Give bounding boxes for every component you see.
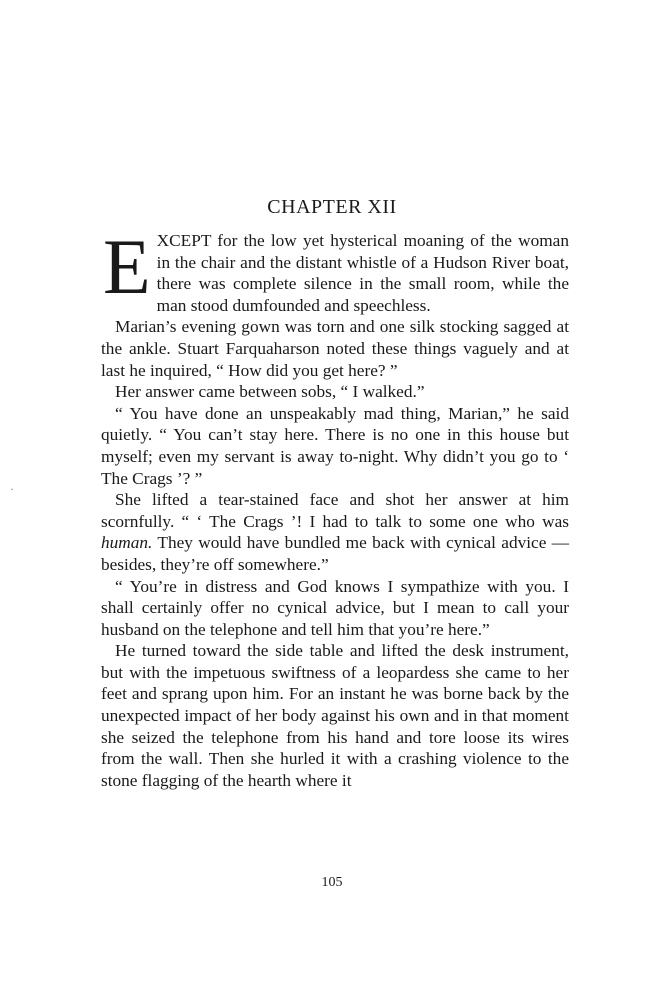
paragraph-text: XCEPT for the low yet hysterical moaning of the woman in the chair and the distant whistle of a Hudson River boat, there was complete silence in the small room, while the man stood dumfounded and speechless. [156, 231, 569, 315]
paragraph [101, 223, 569, 316]
body-text [101, 223, 569, 791]
drop-cap: E [103, 223, 151, 310]
paragraph-text: They would have bundled me back with cynical advice — besides, they’re off somewhere.” [101, 533, 569, 574]
paragraph: “ You’re in distress and God knows I sympathize with you. I shall certainly offer no cynical advice, but I mean to call your husband on the telephone and tell him that you’re here.” [101, 576, 569, 639]
paragraph: “ You have done an unspeakably mad thing, Marian,” he said quietly. “ You can’t stay here. There is no one in this house but myself; even my servant is away to-night. Why didn’t you go to ‘ The Crags ’? ” [101, 403, 569, 488]
paragraph: He turned toward the side table and lifted the desk instrument, but with the impetuous swiftness of a leopardess she came to her feet and sprang upon him. For an instant he was borne back by the unexpected impact of her body against his own and in that moment she seized the telephone from his hand and tore loose its wires from the wall. Then she hurled it with a crashing violence to the stone flagging of the hearth where it [101, 641, 569, 790]
paragraph-text: She lifted a tear-stained face and shot her answer at him scornfully. “ ‘ The Crags ’! I had to talk to some one who was [101, 490, 569, 531]
paragraph: Marian’s evening gown was torn and one silk stocking sagged at the ankle. Stuart Farquaharson noted these things vaguely and at last he inquired, “ How did you get here? ” [101, 317, 569, 380]
margin-mark: · [10, 482, 14, 496]
paragraph [101, 489, 569, 575]
page-number: 105 [321, 875, 343, 890]
chapter-title: CHAPTER XII [267, 196, 397, 218]
paragraph: Her answer came between sobs, “ I walked.” [115, 382, 425, 402]
emphasized-word: human. [101, 533, 153, 553]
